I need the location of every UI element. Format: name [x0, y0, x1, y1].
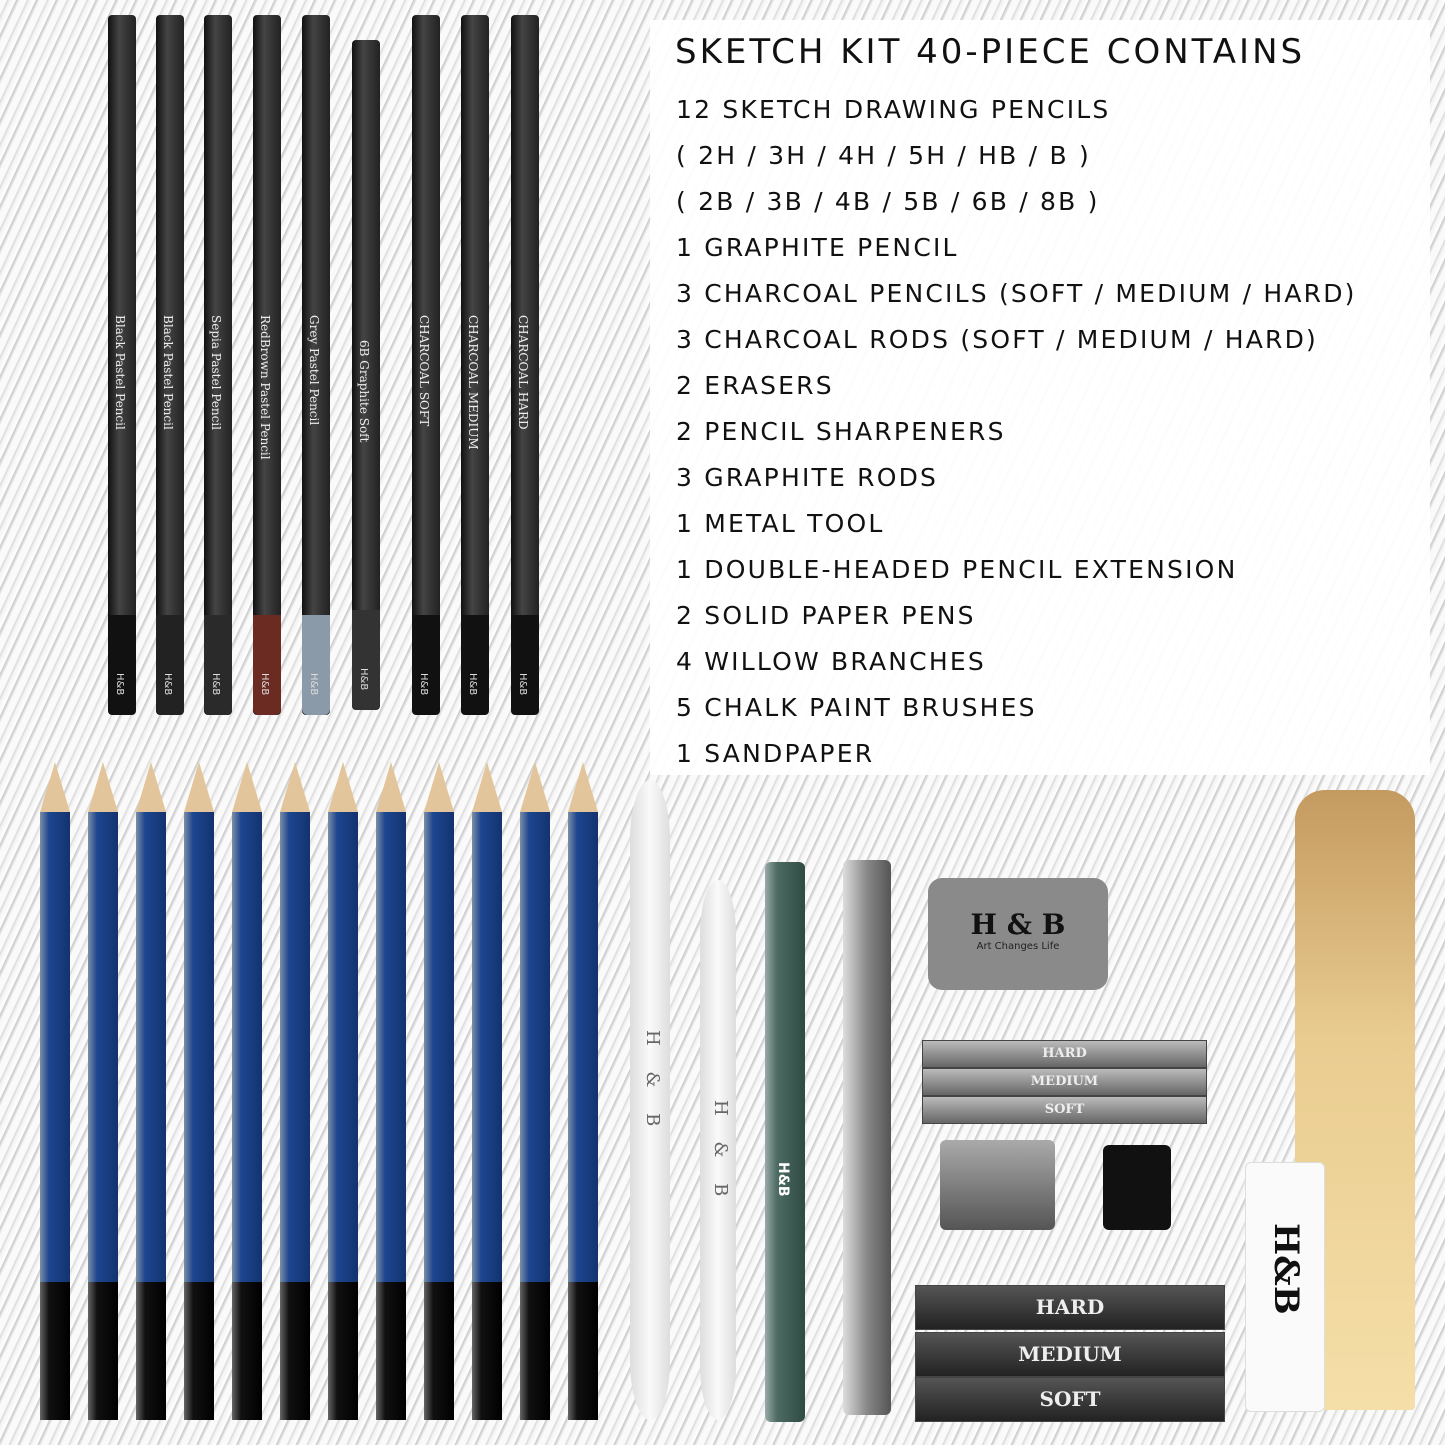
sketch-pencil — [88, 762, 118, 1420]
pencil-label: Black Pastel Pencil — [161, 315, 175, 430]
paper-stump — [630, 780, 670, 1420]
pencil-body — [328, 812, 358, 1282]
pencil-tip — [156, 615, 184, 715]
pencil-point — [376, 762, 406, 812]
sketch-pencil — [40, 762, 70, 1420]
eraser-brand: H & B — [970, 908, 1066, 941]
pencil-brand: H&B — [210, 672, 221, 695]
pencil-tip — [253, 615, 281, 715]
contents-item: 1 METAL TOOL — [676, 509, 885, 538]
pencil-end — [88, 1282, 118, 1420]
charcoal-rod: MEDIUM — [915, 1332, 1225, 1377]
contents-item: 1 DOUBLE-HEADED PENCIL EXTENSION — [676, 555, 1238, 584]
pencil-body — [280, 812, 310, 1282]
contents-item: 2 SOLID PAPER PENS — [676, 601, 976, 630]
pencil-label: Black Pastel Pencil — [113, 315, 127, 430]
pencil-end — [136, 1282, 166, 1420]
pencil-brand: H&B — [467, 672, 478, 695]
pencil-point — [568, 762, 598, 812]
pencil-brand: H&B — [162, 672, 173, 695]
pastel-pencil — [253, 15, 281, 715]
pencil-point — [88, 762, 118, 812]
kit-title: SKETCH KIT 40-PIECE CONTAINS — [675, 32, 1306, 72]
pencil-label: Grey Pastel Pencil — [307, 315, 321, 426]
contents-item: 3 GRAPHITE RODS — [676, 463, 939, 492]
sketch-pencil — [184, 762, 214, 1420]
pencil-body — [520, 812, 550, 1282]
eraser-tagline: Art Changes Life — [976, 941, 1060, 952]
pencil-tip — [204, 615, 232, 715]
pastel-pencil — [412, 15, 440, 715]
pencil-body — [40, 812, 70, 1282]
pencil-body — [424, 812, 454, 1282]
pencil-end — [328, 1282, 358, 1420]
graphite-rod: MEDIUM — [922, 1068, 1207, 1096]
pencil-label: CHARCOAL MEDIUM — [466, 315, 480, 450]
charcoal-rod: HARD — [915, 1285, 1225, 1330]
contents-list — [676, 92, 1357, 782]
single-sharpener — [1103, 1145, 1171, 1230]
pencil-tip — [412, 615, 440, 715]
pencil-body — [88, 812, 118, 1282]
pencil-end — [280, 1282, 310, 1420]
extension-brand: H&B — [775, 1162, 791, 1197]
pastel-pencil — [511, 15, 539, 715]
pencil-body — [136, 812, 166, 1282]
contents-item: ( 2B / 3B / 4B / 5B / 6B / 8B ) — [676, 187, 1100, 216]
pencil-end — [184, 1282, 214, 1420]
pencil-extension — [765, 862, 805, 1422]
pastel-pencil — [204, 15, 232, 715]
pencil-point — [472, 762, 502, 812]
pencil-brand: H&B — [259, 672, 270, 695]
contents-item: 12 SKETCH DRAWING PENCILS — [676, 95, 1111, 124]
pencil-point — [40, 762, 70, 812]
pencil-point — [520, 762, 550, 812]
pencil-body — [232, 812, 262, 1282]
pencil-body — [184, 812, 214, 1282]
pencil-end — [232, 1282, 262, 1420]
pencil-label: 6B Graphite Soft — [357, 340, 371, 443]
pencil-brand: H&B — [308, 672, 319, 695]
pencil-tip — [108, 615, 136, 715]
stump-brand: H & B — [710, 1100, 731, 1207]
contents-item: ( 2H / 3H / 4H / 5H / HB / B ) — [676, 141, 1091, 170]
sketch-pencil — [328, 762, 358, 1420]
pastel-pencil — [108, 15, 136, 715]
pencil-tip — [461, 615, 489, 715]
pencil-end — [40, 1282, 70, 1420]
pencil-brand: H&B — [114, 672, 125, 695]
pencil-label: CHARCOAL HARD — [516, 315, 530, 430]
pencil-point — [136, 762, 166, 812]
graphite-rod: HARD — [922, 1040, 1207, 1068]
pencil-tip — [352, 610, 380, 710]
pencil-end — [568, 1282, 598, 1420]
pencil-end — [472, 1282, 502, 1420]
sketch-pencil — [472, 762, 502, 1420]
contents-item: 1 GRAPHITE PENCIL — [676, 233, 959, 262]
pencil-point — [184, 762, 214, 812]
sketch-pencil — [376, 762, 406, 1420]
contents-item: 3 CHARCOAL PENCILS (SOFT / MEDIUM / HARD) — [676, 279, 1357, 308]
pencil-point — [328, 762, 358, 812]
pencil-label: CHARCOAL SOFT — [417, 315, 431, 427]
pencil-brand: H&B — [418, 672, 429, 695]
pencil-end — [520, 1282, 550, 1420]
pencil-body — [568, 812, 598, 1282]
pencil-brand: H&B — [517, 672, 528, 695]
pencil-body — [472, 812, 502, 1282]
paper-stump — [700, 880, 736, 1420]
contents-item: 5 CHALK PAINT BRUSHES — [676, 693, 1037, 722]
pencil-label: Sepia Pastel Pencil — [209, 315, 223, 430]
contents-item: 1 SANDPAPER — [676, 739, 875, 768]
pencil-label: RedBrown Pastel Pencil — [258, 315, 272, 460]
pencil-brand: H&B — [358, 667, 369, 690]
contents-item: 4 WILLOW BRANCHES — [676, 647, 986, 676]
pencil-point — [424, 762, 454, 812]
kneaded-eraser — [928, 878, 1108, 990]
sketch-pencil — [280, 762, 310, 1420]
pencil-point — [280, 762, 310, 812]
double-sharpener — [940, 1140, 1055, 1230]
sketch-pencil — [520, 762, 550, 1420]
pencil-tip — [511, 615, 539, 715]
pastel-pencil — [352, 40, 380, 710]
white-eraser — [1245, 1162, 1325, 1412]
pastel-pencil — [461, 15, 489, 715]
contents-item: 2 ERASERS — [676, 371, 834, 400]
pencil-point — [232, 762, 262, 812]
sketch-pencil — [424, 762, 454, 1420]
stump-brand: H & B — [642, 1030, 663, 1137]
charcoal-rod: SOFT — [915, 1377, 1225, 1422]
pencil-body — [376, 812, 406, 1282]
contents-item: 2 PENCIL SHARPENERS — [676, 417, 1006, 446]
white-eraser-brand: H&B — [1266, 1223, 1306, 1315]
contents-item: 3 CHARCOAL RODS (SOFT / MEDIUM / HARD) — [676, 325, 1318, 354]
sketch-pencil — [568, 762, 598, 1420]
pastel-pencil — [156, 15, 184, 715]
sketch-pencil — [136, 762, 166, 1420]
pencil-tip — [302, 615, 330, 715]
graphite-rod: SOFT — [922, 1096, 1207, 1124]
pencil-end — [376, 1282, 406, 1420]
pencil-end — [424, 1282, 454, 1420]
metal-tool — [843, 860, 891, 1415]
pastel-pencil — [302, 15, 330, 715]
sketch-pencil — [232, 762, 262, 1420]
